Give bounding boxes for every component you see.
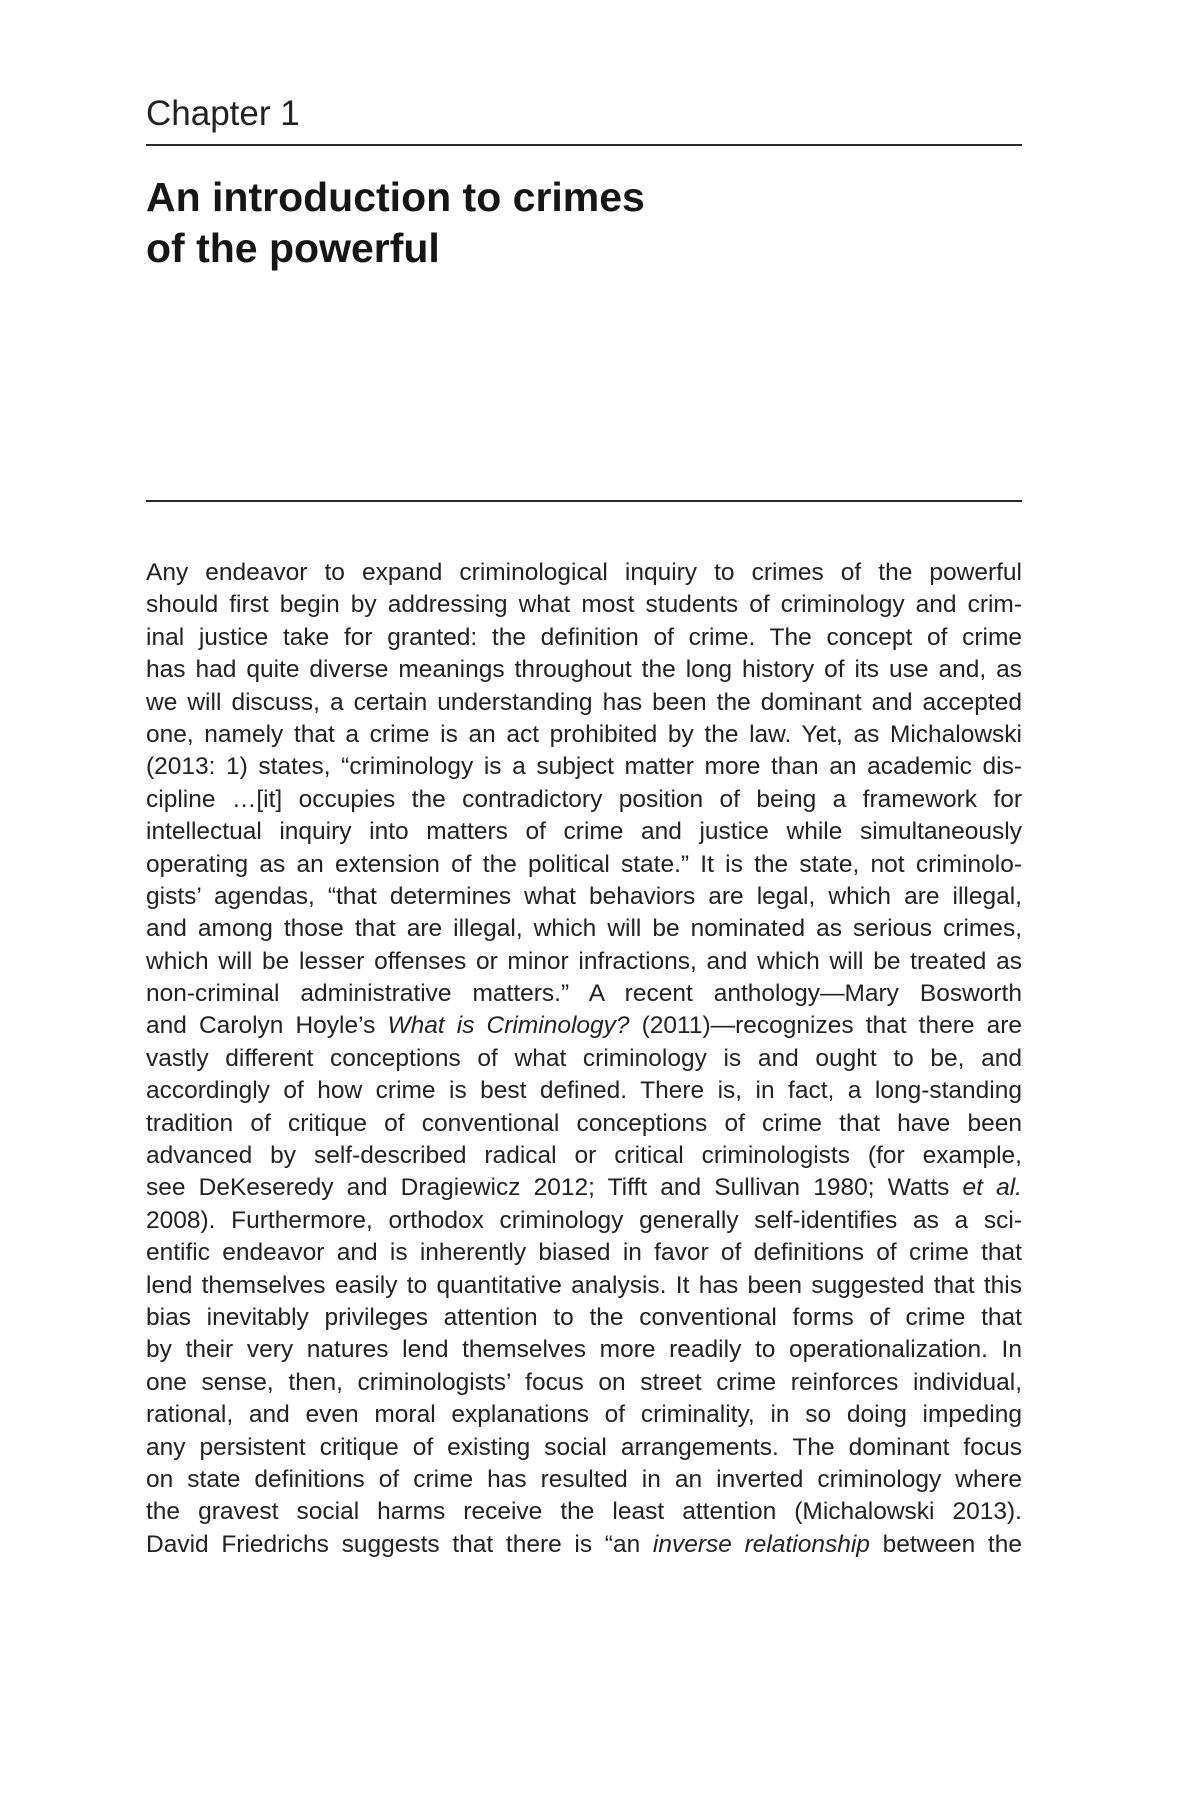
chapter-label: Chapter 1 xyxy=(146,94,300,133)
text-run: operating as an extension of the political state.” It is the state, not criminolo- xyxy=(146,850,1022,878)
body-line xyxy=(146,1270,1022,1302)
chapter-title-line-1: An introduction to crimes xyxy=(146,174,645,220)
chapter-title-line-2: of the powerful xyxy=(146,225,440,271)
text-run: we will discuss, a certain understanding has been the dominant and accepted xyxy=(146,688,1022,716)
text-run: on state definitions of crime has resulted in an inverted criminology where xyxy=(146,1465,1022,1493)
text-run: the gravest social harms receive the least attention (Michalowski 2013). xyxy=(146,1498,1022,1526)
body-line xyxy=(146,1432,1022,1464)
text-run: (2011)—recognizes that there are xyxy=(629,1012,1022,1040)
text-run: tradition of critique of conventional conceptions of crime that have been xyxy=(146,1109,1022,1137)
text-run: cipline …[it] occupies the contradictory position of being a framework for xyxy=(146,785,1022,813)
text-run: and Carolyn Hoyle’s xyxy=(146,1012,388,1040)
body-line xyxy=(146,1108,1022,1140)
text-run: non-criminal administrative matters.” A recent anthology—Mary Bosworth xyxy=(146,980,1022,1008)
body-line xyxy=(146,1496,1022,1528)
text-run: vastly different conceptions of what criminology is and ought to be, and xyxy=(146,1044,1022,1072)
text-run: one, namely that a crime is an act prohibited by the law. Yet, as Michalowski xyxy=(146,720,1022,748)
text-run: and among those that are illegal, which will be nominated as serious crimes, xyxy=(146,915,1022,943)
italic-text: et al. xyxy=(962,1174,1022,1202)
body-line xyxy=(146,881,1022,913)
body-line xyxy=(146,1302,1022,1334)
text-run: by their very natures lend themselves more readily to operationalization. In xyxy=(146,1336,1022,1364)
text-run: gists’ agendas, “that determines what behaviors are legal, which are illegal, xyxy=(146,882,1022,910)
body-line xyxy=(146,978,1022,1010)
body-line xyxy=(146,1529,1022,1561)
body-line xyxy=(146,1172,1022,1204)
text-run: has had quite diverse meanings throughout the long history of its use and, as xyxy=(146,656,1022,684)
body-line xyxy=(146,1010,1022,1042)
body-line xyxy=(146,1237,1022,1269)
text-run: which will be lesser offenses or minor infractions, and which will be treated as xyxy=(146,947,1022,975)
italic-text: inverse relationship xyxy=(652,1530,870,1558)
body-line xyxy=(146,849,1022,881)
text-run: inal justice take for granted: the definition of crime. The concept of crime xyxy=(146,623,1022,651)
top-rule xyxy=(146,144,1022,146)
body-line xyxy=(146,1464,1022,1496)
text-run: intellectual inquiry into matters of crime and justice while simultaneously xyxy=(146,818,1022,846)
text-run: one sense, then, criminologists’ focus on street crime reinforces individual, xyxy=(146,1368,1022,1396)
bottom-rule xyxy=(146,500,1022,502)
text-run: lend themselves easily to quantitative analysis. It has been suggested that this xyxy=(146,1271,1022,1299)
text-run: (2013: 1) states, “criminology is a subject matter more than an academic dis- xyxy=(146,753,1022,781)
text-run: between the xyxy=(869,1530,1022,1558)
body-line xyxy=(146,622,1022,654)
text-run: 2008). Furthermore, orthodox criminology generally self-identifies as a sci- xyxy=(146,1206,1022,1234)
italic-text: What is Criminology? xyxy=(387,1012,630,1040)
body-paragraph xyxy=(146,557,1022,1561)
body-line xyxy=(146,1367,1022,1399)
text-run: bias inevitably privileges attention to the conventional forms of crime that xyxy=(146,1303,1022,1331)
body-line xyxy=(146,751,1022,783)
body-line xyxy=(146,946,1022,978)
body-line xyxy=(146,1205,1022,1237)
body-line xyxy=(146,816,1022,848)
text-run: Any endeavor to expand criminological inquiry to crimes of the powerful xyxy=(146,559,1022,586)
text-run: any persistent critique of existing social arrangements. The dominant focus xyxy=(146,1433,1022,1461)
body-line xyxy=(146,557,1022,589)
body-line xyxy=(146,589,1022,621)
text-run: see DeKeseredy and Dragiewicz 2012; Tifft and Sullivan 1980; Watts xyxy=(146,1174,963,1202)
body-line xyxy=(146,1043,1022,1075)
text-run: advanced by self-described radical or critical criminologists (for example, xyxy=(146,1142,1022,1170)
text-run: rational, and even moral explanations of criminality, in so doing impeding xyxy=(146,1401,1022,1429)
body-line xyxy=(146,1399,1022,1431)
body-line xyxy=(146,1140,1022,1172)
body-line xyxy=(146,1075,1022,1107)
body-line xyxy=(146,687,1022,719)
body-line xyxy=(146,1334,1022,1366)
body-line xyxy=(146,784,1022,816)
body-line xyxy=(146,719,1022,751)
text-run: accordingly of how crime is best defined. There is, in fact, a long-standing xyxy=(146,1077,1022,1105)
chapter-title xyxy=(146,172,1022,274)
body-line xyxy=(146,654,1022,686)
text-run: entific endeavor and is inherently biased in favor of definitions of crime that xyxy=(146,1239,1022,1267)
text-run: should first begin by addressing what most students of criminology and crim- xyxy=(146,591,1022,619)
body-line xyxy=(146,913,1022,945)
text-run: David Friedrichs suggests that there is “an xyxy=(146,1530,653,1558)
